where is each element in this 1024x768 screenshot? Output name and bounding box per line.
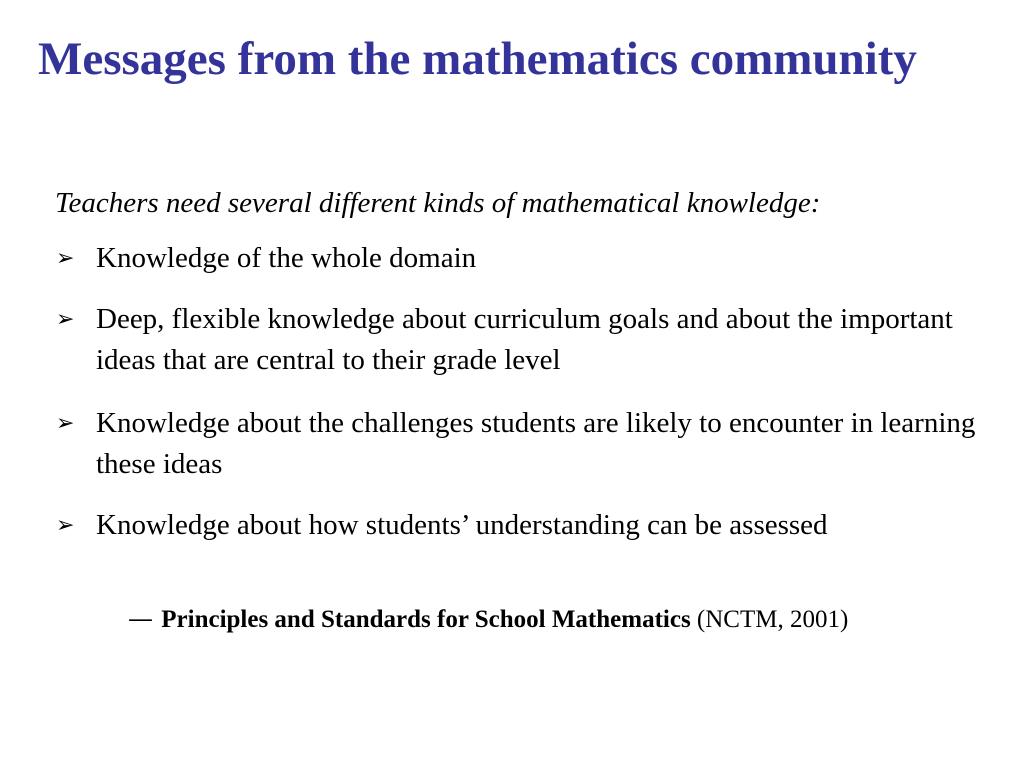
bullet-text: Knowledge about how students’ understanding can be assessed	[96, 509, 828, 541]
arrowhead-bullet-icon: ➢	[56, 513, 75, 538]
bullet-text: Deep, flexible knowledge about curriculum goals and about the important ideas that are central to their grade level	[96, 303, 953, 376]
citation-source: Principles and Standards for School Mathematics	[161, 606, 691, 633]
list-item	[55, 505, 995, 546]
list-item	[55, 238, 995, 279]
bullet-list	[55, 238, 995, 566]
citation	[128, 604, 848, 635]
bullet-text: Knowledge of the whole domain	[96, 242, 477, 274]
list-item	[55, 403, 995, 485]
citation-note: (NCTM, 2001)	[696, 606, 849, 633]
arrowhead-bullet-icon: ➢	[56, 307, 75, 332]
arrowhead-bullet-icon: ➢	[56, 246, 75, 271]
list-item	[55, 299, 995, 381]
arrowhead-bullet-icon: ➢	[56, 411, 75, 436]
slide-title: Messages from the mathematics community	[38, 33, 917, 85]
citation-dash: —	[128, 604, 153, 633]
bullet-text: Knowledge about the challenges students are likely to encounter in learning these ideas	[96, 407, 976, 480]
intro-text: Teachers need several different kinds of mathematical knowledge:	[55, 187, 821, 219]
